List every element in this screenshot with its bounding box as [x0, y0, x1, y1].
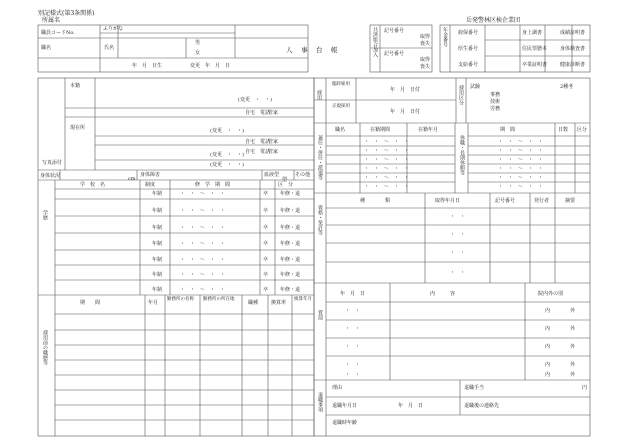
edu-grad-opts: 年修・退 — [280, 257, 301, 263]
ins-type-2: 厚生番号 — [458, 46, 479, 52]
award-outside: 外 — [570, 344, 576, 350]
phone-1b: 管家 — [268, 110, 279, 116]
ret-after-label: 退職後の連絡先 — [464, 403, 500, 409]
leave-period-dots: ・ ・ ～ ・ ・ — [498, 175, 544, 181]
award-col-inout: 院内外の別 — [538, 291, 564, 297]
edu-grad-opts: 年修・退 — [280, 208, 301, 214]
career-col-job: 職種 — [248, 300, 259, 306]
conc-period-dots: ・ ・ ～ ・ ・ — [364, 139, 410, 145]
blood-type-unit: 型 — [282, 177, 288, 183]
doc2-3: 健康診断書 — [560, 62, 586, 68]
conc-period-dots: ・ ・ ～ ・ ・ — [364, 166, 410, 172]
address-change-2: (変更 ・ ・) — [210, 152, 244, 158]
conc-period-dots: ・ ・ ～ ・ ・ — [364, 157, 410, 163]
award-inside: 内 — [545, 372, 551, 378]
career-col-conv-ym: 換算年月 — [294, 297, 312, 302]
birth-date: 年 月 日生 — [132, 63, 163, 69]
education-label: 学歴 — [42, 210, 48, 220]
phone-3: 自宅 電話 — [245, 149, 271, 155]
leave-col-period: 期 間 — [500, 127, 516, 133]
hire-regular-date: 年 月 日付 — [390, 109, 421, 115]
disability-label: 身体障害 — [140, 172, 161, 178]
edu-year-unit: 年制 — [152, 287, 163, 293]
ret-age-label: 退職時年齢 — [332, 420, 358, 426]
hire-exam-type-3: 労務 — [490, 106, 501, 112]
doc2-2: 身体検査書 — [560, 46, 586, 52]
body-status-label: 身体状況 — [40, 173, 61, 179]
career-label: 採用前の職歴等 — [42, 330, 48, 365]
award-date-dots: ・ ・ — [345, 326, 361, 332]
pension-number-label: 年金番号 — [442, 27, 448, 47]
edu-period-dots: ・ ・ ～ ・ ・ — [180, 225, 226, 231]
leave-period-dots: ・ ・ ～ ・ ・ — [498, 139, 544, 145]
edu-col-system: 制度 — [145, 182, 156, 188]
leave-period-dots: ・ ・ ～ ・ ・ — [498, 148, 544, 154]
page-title: 人 事 台 帳 — [286, 46, 339, 54]
edu-period-dots: ・ ・ ～ ・ ・ — [180, 257, 226, 263]
address-change-3: (変更 ・ ・) — [210, 162, 244, 168]
mutual-aid-lost: 喪失 — [420, 41, 431, 47]
qual-date-dots: ・ ・ — [450, 232, 466, 238]
edu-grad-opts: 年修・退 — [280, 191, 301, 197]
form-id: 別記様式(第3条関係) — [38, 10, 95, 17]
gender-male: 男 — [195, 40, 201, 46]
ret-date-ymd: 年 月 日 — [398, 403, 424, 409]
ret-reason-label: 理由 — [332, 385, 343, 391]
doc-3: 卒業証明書 — [522, 62, 548, 68]
award-col-content: 内 容 — [430, 291, 456, 297]
career-col-rate: 換算率 — [271, 300, 287, 306]
conc-col-period: 在籍期間 — [370, 127, 391, 133]
pension-record-no: 記号番号 — [384, 51, 405, 57]
career-col-ym: 年月 — [148, 300, 159, 306]
phone-2: 自宅 電話 — [245, 139, 271, 145]
award-inside: 内 — [545, 326, 551, 332]
org-name: 岳発警林区検企業団 — [466, 17, 521, 24]
leave-col-days: 日数 — [558, 127, 569, 133]
edu-grad-opts: 年修・退 — [280, 272, 301, 278]
qual-date-dots: ・ ・ — [450, 250, 466, 256]
award-date-dots: ・ ・ — [345, 362, 361, 368]
hire-regular-label: 正規採用 — [332, 104, 350, 109]
edu-col-school: 学 校 名 — [80, 182, 106, 188]
edu-grad: 卒 — [263, 191, 269, 197]
edu-period-dots: ・ ・ ～ ・ ・ — [180, 191, 226, 197]
qual-col-date: 取得年月日 — [435, 198, 461, 204]
edu-period-dots: ・ ・ ～ ・ ・ — [180, 241, 226, 247]
address-change-1: (変更 ・ ・) — [210, 128, 244, 134]
doc-2: 住民票謄本 — [522, 46, 548, 52]
career-col-office-location: 勤務所の所在地 — [203, 297, 235, 302]
name-change-date: 変更 年 月 日 — [190, 63, 231, 69]
hire-exam-grade: 2種考 — [560, 84, 574, 90]
gender-female: 女 — [195, 50, 201, 56]
edu-grad: 卒 — [263, 208, 269, 214]
conc-period-dots: ・ ・ ～ ・ ・ — [364, 175, 410, 181]
ret-allowance-unit: 円 — [582, 385, 588, 391]
mutual-aid-label: 共済組合加入 — [372, 27, 378, 57]
qual-col-note: 摘要 — [565, 198, 576, 204]
hire-temp-date: 年 月 日付 — [390, 87, 421, 93]
position-label: 職名 — [41, 45, 52, 51]
award-outside: 外 — [570, 326, 576, 332]
award-date-dots: ・ ・ — [345, 372, 361, 378]
edu-grad: 卒 — [263, 225, 269, 231]
edu-grad: 卒 — [263, 257, 269, 263]
hire-exam: 試験 — [470, 84, 481, 90]
hire-temp-label: 臨時雇用 — [332, 82, 350, 87]
edu-year-unit: 年制 — [152, 191, 163, 197]
domicile-change: (変更 ・ ・) — [238, 97, 272, 103]
phone-2b: 管家 — [268, 139, 279, 145]
hire-exam-type-1: 事務 — [490, 92, 501, 98]
edu-period-dots: ・ ・ ～ ・ ・ — [180, 272, 226, 278]
edu-grad: 卒 — [263, 287, 269, 293]
edu-period-dots: ・ ・ ～ ・ ・ — [180, 287, 226, 293]
pension-acquired: 取得 — [420, 57, 431, 63]
body-other-label: その他 — [295, 172, 311, 178]
conc-col-ym: 在籍年月 — [418, 127, 439, 133]
hire-category-label: 採用区分 — [458, 85, 464, 105]
award-date-dots: ・ ・ — [345, 308, 361, 314]
qual-col-number: 記号番号 — [495, 198, 516, 204]
ins-type-3: 支給番号 — [458, 62, 479, 68]
edu-col-period: 修 学 期 間 — [195, 182, 231, 188]
name-label: 氏名 — [104, 45, 115, 51]
qual-col-issuer: 発行者 — [534, 198, 550, 204]
domicile-label: 本籍 — [70, 83, 81, 89]
height-unit: cm — [128, 176, 136, 182]
office-label: 所属名 — [42, 17, 61, 24]
qual-col-type: 種 類 — [360, 198, 391, 204]
edu-year-unit: 年制 — [152, 257, 163, 263]
doc-1: 身上調書 — [522, 30, 543, 36]
edu-grad-opts: 年修・退 — [280, 241, 301, 247]
edu-grad: 卒 — [263, 272, 269, 278]
phone-3b: 管家 — [268, 149, 279, 155]
conc-col-post: 職名 — [335, 127, 346, 133]
mutual-aid-record-no: 記号番号 — [384, 28, 405, 34]
edu-year-unit: 年制 — [152, 272, 163, 278]
qualifications-label: 資格・免許等 — [317, 205, 323, 235]
leave-period-dots: ・ ・ ～ ・ ・ — [498, 166, 544, 172]
leave-col-category: 区分 — [577, 127, 588, 133]
edu-year-unit: 年制 — [152, 225, 163, 231]
blood-label: 血液型 — [264, 172, 280, 178]
edu-grad-opts: 年修・退 — [280, 287, 301, 293]
award-inside: 内 — [545, 344, 551, 350]
leave-period-dots: ・ ・ ～ ・ ・ — [498, 184, 544, 190]
award-inside: 内 — [545, 362, 551, 368]
photo-label: 写真添付 — [42, 160, 63, 166]
award-outside: 外 — [570, 362, 576, 368]
leave-label: 休職・長期休暇等 — [459, 135, 465, 175]
staff-code-label: 職員コードNo. — [41, 30, 75, 36]
leave-period-dots: ・ ・ ～ ・ ・ — [498, 157, 544, 163]
career-col-period: 期 間 — [80, 300, 101, 306]
edu-year-unit: 年制 — [152, 241, 163, 247]
edu-grad: 卒 — [263, 241, 269, 247]
retirement-label: 退職事項 — [317, 392, 323, 412]
ret-date-label: 退職年月日 — [332, 403, 358, 409]
ins-type-1: 雇保番号 — [458, 30, 479, 36]
edu-col-category: 区 分 — [278, 182, 294, 188]
hire-exam-type-2: 技術 — [490, 99, 501, 105]
career-col-office-name: 勤務所の名称 — [167, 297, 194, 302]
edu-grad-opts: 年修・退 — [280, 225, 301, 231]
qual-date-dots: ・ ・ — [450, 270, 466, 276]
mutual-aid-acquired: 取得 — [420, 34, 431, 40]
award-outside: 外 — [570, 372, 576, 378]
concurrent-label: 兼任・併任・派遣等 — [317, 135, 323, 180]
doc2-1: 成績証明書 — [560, 30, 586, 36]
conc-period-dots: ・ ・ ～ ・ ・ — [364, 148, 410, 154]
phone-1: 自宅 電話 — [245, 110, 271, 116]
award-col-date: 年 月 日 — [340, 291, 366, 297]
edu-year-unit: 年制 — [152, 208, 163, 214]
pension-lost: 喪失 — [420, 64, 431, 70]
conc-period-dots: ・ ・ ～ ・ ・ — [364, 184, 410, 190]
award-date-dots: ・ ・ — [345, 344, 361, 350]
hire-label: 採用 — [316, 90, 322, 100]
furigana-label: ふりがな — [103, 26, 124, 32]
ret-allowance-label: 退職手当 — [464, 385, 485, 391]
awards-label: 賞罰 — [317, 310, 323, 320]
address-label: 現在所 — [70, 125, 86, 131]
qual-date-dots: ・ ・ — [450, 214, 466, 220]
award-inside: 内 — [545, 308, 551, 314]
edu-period-dots: ・ ・ ～ ・ ・ — [180, 208, 226, 214]
award-outside: 外 — [570, 308, 576, 314]
